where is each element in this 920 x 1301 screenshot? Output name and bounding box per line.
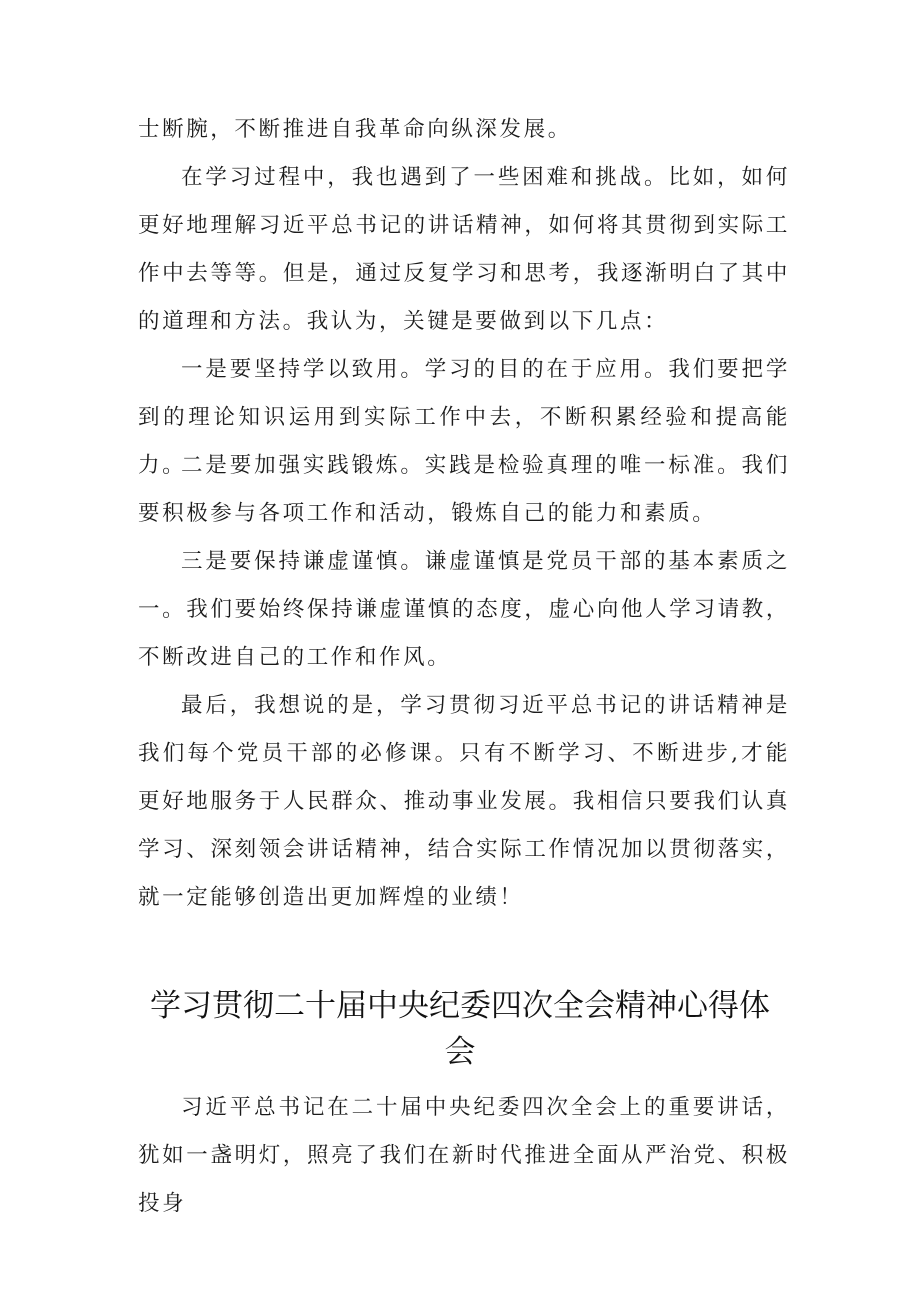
section-title: 学习贯彻二十届中央纪委四次全会精神心得体会 — [150, 988, 770, 1070]
paragraph-point-two: 二是要加强实践锻炼。实践是检验真理的唯一标准。我们要积极参与各项工作和活动，锻炼自己的能力和素质。 — [138, 453, 790, 526]
paragraph-point-one: 一是要坚持学以致用。学习的目的在于应用。我们要把学到的理论知识运用到实际工作中去，不断积累经验和提高能力。 — [138, 357, 790, 478]
paragraph-point-three: 三是要保持谦虚谨慎。谦虚谨慎是党员干部的基本素质之一。我们要始终保持谦虚谨慎的态度，虚心向他人学习请教，不断改进自己的工作和作风。 — [138, 549, 790, 670]
section-intro-paragraph: 习近平总书记在二十届中央纪委四次全会上的重要讲话，犹如一盏明灯，照亮了我们在新时代推进全面从严治党、积极投身 — [138, 1095, 790, 1216]
paragraph-conclusion: 最后，我想说的是，学习贯彻习近平总书记的讲话精神是我们每个党员干部的必修课。只有不断学习、不断进步,才能更好地服务于人民群众、推动事业发展。我相信只要我们认真学习、深刻领会讲话精神，结合实际工作情况加以贯彻落实，就一定能够创造出更加辉煌的业绩！ — [138, 693, 790, 910]
paragraph-continuation: 士断腕，不断推进自我革命向纵深发展。 — [138, 117, 572, 142]
paragraph-challenges: 在学习过程中，我也遇到了一些困难和挑战。比如，如何更好地理解习近平总书记的讲话精神，如何将其贯彻到实际工作中去等等。但是，通过反复学习和思考，我逐渐明白了其中的道理和方法。我认为，关键是要做到以下几点： — [138, 165, 790, 334]
